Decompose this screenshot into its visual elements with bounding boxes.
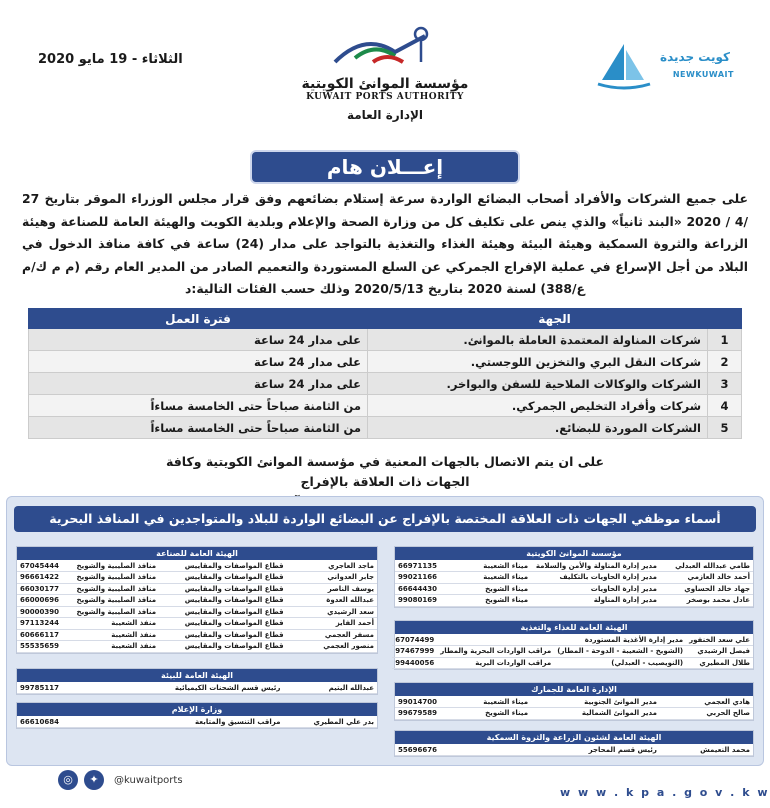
kpa-department: الإدارة العامة	[346, 108, 424, 122]
contact-name: عبدالله اليتيم	[283, 682, 377, 694]
contact-location	[452, 744, 531, 756]
working-hours-table	[28, 308, 742, 439]
announcement-title: إعـــلان هام	[250, 150, 520, 184]
contact-name: بدر علي المطيري	[283, 716, 377, 728]
table-row	[29, 395, 742, 417]
contact-role: قطاع المواصفات والمقاييس	[159, 641, 286, 653]
contact-row	[17, 595, 377, 607]
row-entity: شركات المناولة المعتمدة العاملة بالموانئ.	[368, 329, 708, 351]
contact-row	[17, 583, 377, 595]
contact-location: منافذ الصليبية والشويخ	[74, 572, 160, 584]
contact-location: ميناء الشعيبة	[452, 696, 531, 708]
contact-phone[interactable]: 60666117	[17, 629, 74, 641]
contact-role: مراقب التنسيق والمتابعة	[154, 716, 284, 728]
twitter-icon[interactable]: ✦	[84, 770, 104, 790]
contact-row	[17, 716, 377, 728]
row-period: على مدار 24 ساعة	[29, 351, 368, 373]
row-period: على مدار 24 ساعة	[29, 329, 368, 351]
contact-row	[17, 606, 377, 618]
contact-name: صالح الحربي	[660, 708, 753, 720]
contact-phone[interactable]: 97113244	[17, 618, 74, 630]
contact-location: مراقب الواردات البحرية والمطار	[437, 646, 554, 658]
contact-location: ميناء الشعيبة	[452, 572, 531, 584]
contact-role: رئيس قسم المحاجر	[531, 744, 660, 756]
contact-location	[437, 634, 554, 646]
row-period: على مدار 24 ساعة	[29, 373, 368, 395]
contact-name: علي سعد الخنفور	[686, 634, 753, 646]
contact-location	[75, 716, 154, 728]
row-entity: شركات وأفراد التخليص الجمركي.	[368, 395, 708, 417]
contact-name: منصور العجمي	[287, 641, 377, 653]
contact-row	[395, 572, 753, 584]
group-title: وزارة الإعلام	[17, 703, 377, 716]
contact-phone[interactable]: 66971135	[395, 560, 452, 572]
contact-role: (الشويخ - الشعيبة - الدوحة - المطار)	[554, 646, 686, 658]
contact-line-1: على ان يتم الاتصال بالجهات المعنية في مؤسسة الموانئ الكويتية وكافة الجهات ذات العلاقة بالإفراج	[166, 454, 604, 489]
contact-name: عبدالله العدوة	[287, 595, 377, 607]
contact-location: ميناء الشعيبة	[452, 560, 531, 572]
table-row	[29, 373, 742, 395]
contact-row	[395, 744, 753, 756]
contact-phone[interactable]: 96661422	[17, 572, 74, 584]
row-entity: الشركات والوكالات الملاحية للسفن والبواخر.	[368, 373, 708, 395]
contact-phone[interactable]: 67074499	[392, 634, 437, 646]
contact-phone[interactable]: 66610684	[17, 716, 75, 728]
contact-role: قطاع المواصفات والمقاييس	[159, 629, 286, 641]
group-agri	[394, 730, 754, 757]
row-number: 3	[708, 373, 742, 395]
header-entity: الجهة	[368, 309, 742, 329]
new-kuwait-en: NEWKUWAIT	[672, 70, 734, 79]
website-link[interactable]: w w w . k p a . g o v . k w	[560, 786, 770, 799]
sail-icon	[594, 40, 654, 90]
contact-location: منفذ الشعيبة	[74, 641, 160, 653]
contact-row	[395, 708, 753, 720]
contact-role: مدير إدارة المناولة والأمن والسلامة	[531, 560, 660, 572]
contact-row	[395, 560, 753, 572]
contact-phone[interactable]: 55696676	[395, 744, 452, 756]
contact-phone[interactable]: 99440056	[392, 657, 437, 669]
group-title: الهيئة العامة للغذاء والتغذية	[395, 621, 753, 634]
header	[0, 0, 770, 150]
kpa-name-en: KUWAIT PORTS AUTHORITY	[306, 92, 464, 102]
contact-row	[17, 560, 377, 572]
contact-row	[17, 629, 377, 641]
date-text: الثلاثاء - 19 مايو 2020	[38, 52, 183, 67]
contact-phone[interactable]: 99785117	[17, 682, 75, 694]
contact-role: رئيس قسم الشحنات الكيميائية	[154, 682, 284, 694]
contact-location: منافذ الصليبية والشويخ	[74, 583, 160, 595]
contact-location: منفذ الشعيبة	[74, 629, 160, 641]
contact-row	[17, 641, 377, 653]
contact-role: مدير إدارة المناولة	[531, 595, 660, 607]
contact-location: منفذ الشعيبة	[74, 618, 160, 630]
contact-name: جابر العدواني	[287, 572, 377, 584]
contact-name: جهاد خالد الحساوي	[660, 583, 753, 595]
group-title: الهيئة العامة للصناعة	[17, 547, 377, 560]
row-number: 5	[708, 417, 742, 439]
contact-role: قطاع المواصفات والمقاييس	[159, 572, 286, 584]
row-period: من الثامنة صباحاً حتى الخامسة مساءاً	[29, 395, 368, 417]
contact-name: طلال المطيري	[686, 657, 753, 669]
social-handle[interactable]: @kuwaitports	[114, 774, 183, 786]
contact-row	[395, 595, 753, 607]
group-food	[394, 620, 754, 670]
contact-phone[interactable]: 66644430	[395, 583, 452, 595]
contact-location: منافذ الصليبية والشويخ	[74, 560, 160, 572]
group-environment	[16, 668, 378, 695]
contact-phone[interactable]: 67045444	[17, 560, 74, 572]
contact-row	[392, 646, 753, 658]
contact-location: ميناء الشويخ	[452, 595, 531, 607]
row-period: من الثامنة صباحاً حتى الخامسة مساءاً	[29, 417, 368, 439]
contact-phone[interactable]: 97467999	[392, 646, 437, 658]
header-period: فترة العمل	[29, 309, 368, 329]
contact-phone[interactable]: 90000390	[17, 606, 74, 618]
contact-location	[75, 682, 154, 694]
contact-name: سعد الرشيدي	[287, 606, 377, 618]
contact-role: قطاع المواصفات والمقاييس	[159, 618, 286, 630]
contact-role: مدير إدارة الحاويات بالتكليف	[531, 572, 660, 584]
contact-location: مراقب الواردات البرية	[437, 657, 554, 669]
contact-location: ميناء الشويخ	[452, 583, 531, 595]
contact-name: طامي عبدالله العبدلي	[660, 560, 753, 572]
contact-phone[interactable]: 66000696	[17, 595, 74, 607]
group-title: مؤسسة الموانئ الكويتية	[395, 547, 753, 560]
contact-role: قطاع المواصفات والمقاييس	[159, 583, 286, 595]
social-links	[58, 770, 183, 790]
contacts-title: أسماء موظفي الجهات ذات العلاقة المختصة بالإفراج عن البضائع الواردة للبلاد والمتواجدين في المنافذ البحرية	[14, 506, 756, 532]
contact-name: أحمد الفايز	[287, 618, 377, 630]
contact-role: قطاع المواصفات والمقاييس	[159, 606, 286, 618]
contact-phone[interactable]: 66030177	[17, 583, 74, 595]
table-row	[29, 351, 742, 373]
contact-role: قطاع المواصفات والمقاييس	[159, 560, 286, 572]
contact-role: قطاع المواصفات والمقاييس	[159, 595, 286, 607]
row-number: 4	[708, 395, 742, 417]
kpa-name-ar: مؤسسة الموانئ الكويتية	[301, 76, 469, 92]
contact-phone[interactable]: 99679589	[395, 708, 452, 720]
contact-name: عادل محمد بوصخر	[660, 595, 753, 607]
group-title: الهيئة العامة لشئون الزراعة والثروة السمكية	[395, 731, 753, 744]
contact-role: مدير إدارة الأغذية المستوردة	[554, 634, 686, 646]
contact-role: مدير الموانئ الجنوبية	[531, 696, 660, 708]
contact-row	[395, 696, 753, 708]
table-row	[29, 329, 742, 351]
contact-role: مدير إدارة الحاويات	[531, 583, 660, 595]
instagram-icon[interactable]: ◎	[58, 770, 78, 790]
contact-row	[17, 682, 377, 694]
contact-name: أحمد خالد العازمي	[660, 572, 753, 584]
row-entity: الشركات الموردة للبضائع.	[368, 417, 708, 439]
contact-name: يوسف الناصر	[287, 583, 377, 595]
contact-location: ميناء الشويخ	[452, 708, 531, 720]
contact-phone[interactable]: 99021166	[395, 572, 452, 584]
intro-paragraph: على جميع الشركات والأفراد أصحاب البضائع الواردة سرعة إستلام بضائعهم وفق قرار مجلس الوزراء الموقر بتاريخ 27 /4 / 2020 «البند ثانياً» والذي ينص على تكليف كل من وزارة الصحة والإعلام وبلدية الكويت والهيئة العامة للصناعة وهيئة الزراعة والثروة السمكية وهيئة البيئة وهيئة الغذاء والتغذية بالتواجد على مدار (24) ساعة في كافة منافذ الدخول في البلاد من أجل الإسراع في عملية الإفراج الجمركي عن السلع المستوردة والتعميم الصادر من المدير العام رقم (م م ك/م ع/388) لسنة 2020 بتاريخ 2020/5/13 وذلك حسب الفئات التالية:د	[22, 191, 748, 296]
contact-location: منافذ الصليبية والشويخ	[74, 595, 160, 607]
contact-row	[17, 618, 377, 630]
contact-row	[17, 572, 377, 584]
group-industry	[16, 546, 378, 654]
new-kuwait-logo	[590, 40, 740, 90]
contact-name: مسفر العجمي	[287, 629, 377, 641]
contact-name: ماجد العاجري	[287, 560, 377, 572]
group-title: الإدارة العامة للجمارك	[395, 683, 753, 696]
table-row	[29, 417, 742, 439]
group-kpa	[394, 546, 754, 608]
row-number: 1	[708, 329, 742, 351]
contact-location: منافذ الصليبية والشويخ	[74, 606, 160, 618]
contact-phone[interactable]: 99014700	[395, 696, 452, 708]
contact-row	[395, 583, 753, 595]
new-kuwait-ar: كويت جديدة	[660, 50, 730, 64]
kpa-logo	[300, 22, 470, 122]
contact-name: فيصل الرشيدي	[686, 646, 753, 658]
contact-name: محمد النعيمش	[660, 744, 753, 756]
contact-role: مدير الموانئ الشمالية	[531, 708, 660, 720]
contact-role: (النويصيب - العبدلي)	[554, 657, 686, 669]
row-entity: شركات النقل البري والتخزين اللوجستي.	[368, 351, 708, 373]
group-info	[16, 702, 378, 729]
group-customs	[394, 682, 754, 721]
contact-name: هادي العجمي	[660, 696, 753, 708]
contact-phone[interactable]: 99080169	[395, 595, 452, 607]
contact-row	[392, 657, 753, 669]
contact-row	[392, 634, 753, 646]
group-title: الهيئة العامة للبيئة	[17, 669, 377, 682]
contact-phone[interactable]: 55535659	[17, 641, 74, 653]
kpa-emblem-icon	[325, 22, 445, 70]
row-number: 2	[708, 351, 742, 373]
